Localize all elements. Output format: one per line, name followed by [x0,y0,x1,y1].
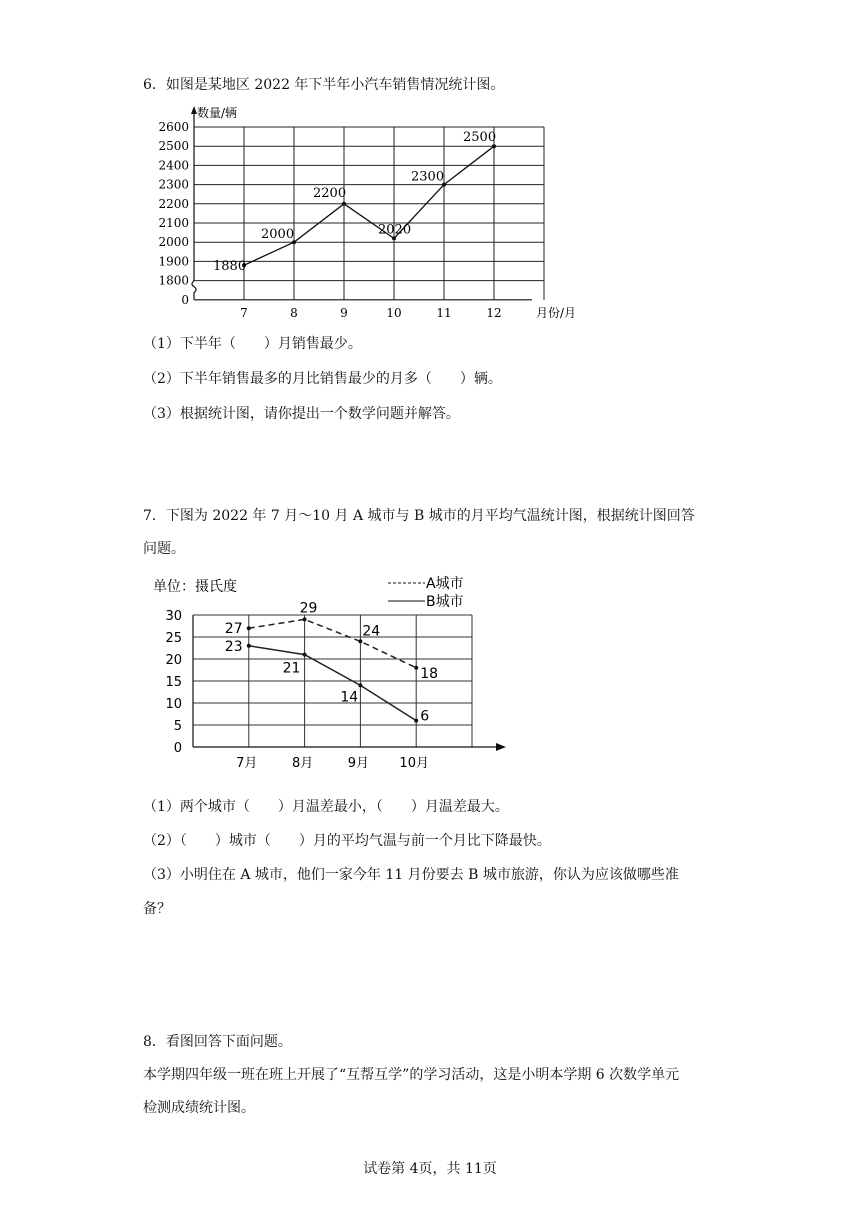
q6-sub2: （2）下半年销售最多的月比销售最少的月多（ ）辆。 [143,371,502,387]
y-tick-label: 30 [165,609,182,624]
q7-sub3-line2: 备？ [143,901,171,917]
x-tick-label: 8月 [291,756,314,771]
x-tick-label: 8 [290,305,298,320]
y-tick-label: 2400 [158,158,189,173]
car-sales-chart [150,104,590,322]
y-tick-label: 2100 [158,216,189,230]
q7-sub3-line1: （3）小明住在 A 城市，他们一家今年 11 月份要去 B 城市旅游，你认为应该做哪些准 [143,867,679,883]
series-a-data-label: 18 [420,665,439,682]
series-b-point [414,719,418,723]
series-b-point [358,683,362,687]
x-tick-label: 9月 [347,756,370,771]
series-b-point [247,644,251,648]
series-a-point [303,617,307,621]
q6-sub3: （3）根据统计图，请你提出一个数学问题并解答。 [143,406,460,422]
y-tick-label: 2300 [158,177,189,192]
series-b-data-label: 23 [224,638,243,655]
y-tick-label: 10 [165,697,182,712]
q6-title: 6．如图是某地区 2022 年下半年小汽车销售情况统计图。 [143,77,505,93]
x-tick-label: 7月 [236,756,258,771]
q7-sub2: （2）（ ）城市（ ）月的平均气温与前一个月比下降最快。 [143,833,551,849]
y-tick-label: 5 [173,719,182,734]
legend-label-a: A城市 [426,576,464,592]
series-a-data-label: 24 [362,623,381,640]
data-label: 2200 [313,185,347,201]
data-label: 2020 [378,222,412,238]
series-a-point [247,626,251,630]
series-a-data-label: 27 [224,621,243,638]
series-b-data-label: 14 [340,689,359,706]
series-b-data-label: 21 [282,660,301,677]
x-tick-label: 10月 [399,756,429,771]
y-tick-label: 2600 [158,120,189,134]
y-tick-label: 25 [165,631,182,646]
x-tick-label: 12 [486,305,502,320]
data-label: 2500 [463,130,497,146]
q8-title: 8．看图回答下面问题。 [143,1034,292,1050]
x-axis-arrow-icon [496,743,506,751]
q7-sub1: （1）两个城市（ ）月温差最小，（ ）月温差最大。 [143,799,509,815]
x-tick-label: 10 [386,305,402,320]
x-tick-label: 7 [240,305,248,320]
y-tick-label: 0 [181,292,189,307]
y-tick-label: 0 [173,741,182,756]
y-axis-label: 单位：摄氏度 [153,579,237,595]
y-tick-label: 1900 [158,254,189,269]
y-tick-label: 2200 [158,196,189,211]
series-a-point [414,666,418,670]
data-label: 2300 [411,169,445,185]
series-a-line [249,619,416,667]
data-label: 1880 [213,259,247,275]
series-b-data-label: 6 [420,708,430,725]
y-tick-label: 15 [165,675,182,690]
x-axis-label: 月份/月 [536,305,577,320]
q6-sub1: （1）下半年（ ）月销售最少。 [143,336,362,352]
y-axis-label: 数量/辆 [197,106,238,120]
series-a-point [358,639,362,643]
y-tick-label: 1800 [158,273,189,288]
temperature-chart [150,570,520,780]
series-a-data-label: 29 [299,600,318,617]
sales-series-line [244,146,494,265]
data-point [342,202,346,206]
series-b-point [303,653,307,657]
series-b-line [249,646,416,721]
x-tick-label: 11 [436,305,452,320]
page-footer: 试卷第 4页，共 11页 [363,1161,497,1177]
q7-title-line2: 问题。 [143,541,185,557]
q8-body-line1: 本学期四年级一班在班上开展了“互帮互学”的学习活动，这是小明本学期 6 次数学单元 [143,1067,680,1083]
axis-break-icon [192,281,196,300]
data-label: 2000 [261,227,295,243]
q8-body-line2: 检测成绩统计图。 [143,1100,255,1116]
y-tick-label: 20 [165,653,182,668]
q7-title-line1: 7．下图为 2022 年 7 月～10 月 A 城市与 B 城市的月平均气温统计图，根据统计图回答 [143,508,695,524]
legend-label-b: B城市 [426,594,464,610]
y-tick-label: 2000 [158,235,189,250]
y-tick-label: 2500 [158,139,189,154]
x-tick-label: 9 [340,305,348,320]
